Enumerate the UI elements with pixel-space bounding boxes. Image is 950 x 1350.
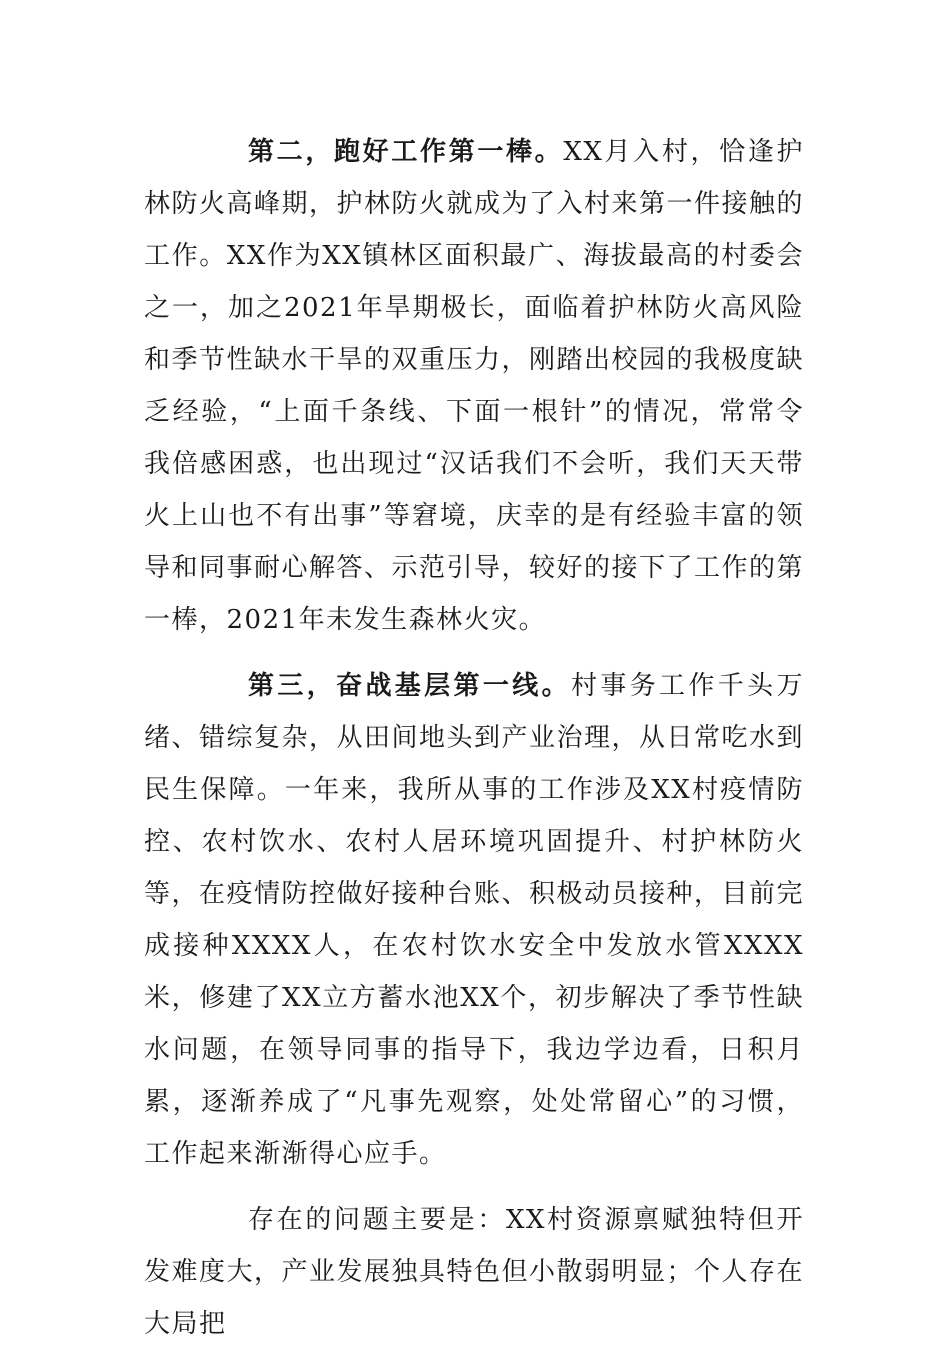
paragraph-frontline-work	[144, 660, 804, 1180]
paragraph-heading: 第二，跑好工作第一棒。	[248, 137, 564, 167]
paragraph-text: XX月入村，恰逢护林防火高峰期，护林防火就成为了入村来第一件接触的工作。XX作为XX镇林区面积最广、海拔最高的村委会之一，加之2021年旱期极长，面临着护林防火高风险和季节性缺水干旱的双重压力，刚踏出校园的我极度缺乏经验，“上面千条线、下面一根针”的情况，常常令我倍感困惑，也出现过“汉话我们不会听，我们天天带火上山也不有出事”等窘境，庆幸的是有经验丰富的领导和同事耐心解答、示范引导，较好的接下了工作的第一棒，2021年未发生森林火灾。	[144, 137, 805, 635]
paragraph-run-first-baton	[144, 126, 804, 646]
document-body	[144, 126, 804, 1350]
paragraph-text: 村事务工作千头万绪、错综复杂，从田间地头到产业治理，从日常吃水到民生保障。一年来，我所从事的工作涉及XX村疫情防控、农村饮水、农村人居环境巩固提升、村护林防火等，在疫情防控做好接种台账、积极动员接种，目前完成接种XXXX人，在农村饮水安全中发放水管XXXX米，修建了XX立方蓄水池XX个，初步解决了季节性缺水问题，在领导同事的指导下，我边学边看，日积月累，逐渐养成了“凡事先观察，处处常留心”的习惯，工作起来渐渐得心应手。	[144, 671, 805, 1169]
paragraph-existing-problems	[144, 1194, 804, 1350]
paragraph-heading: 第三，奋战基层第一线。	[248, 671, 571, 701]
paragraph-text: 存在的问题主要是：XX村资源禀赋独特但开发难度大，产业发展独具特色但小散弱明显；个人存在大局把	[144, 1205, 805, 1339]
